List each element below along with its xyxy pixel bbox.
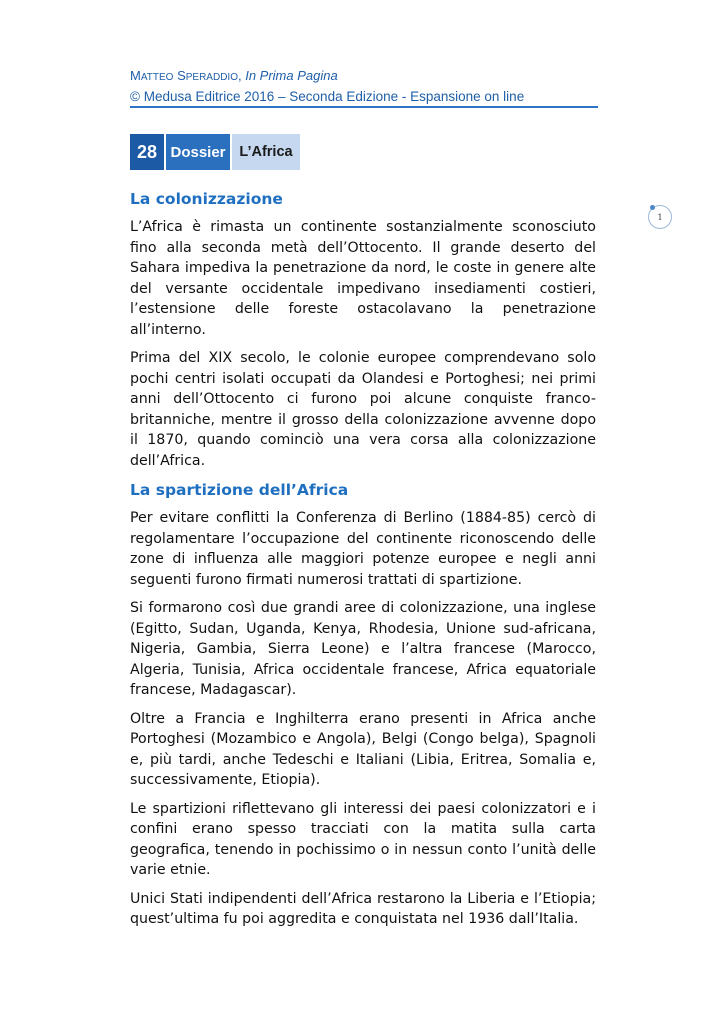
copyright-line: © Medusa Editrice 2016 – Seconda Edizione - Espansione on line bbox=[130, 89, 525, 104]
author-name: MATTEO SPERADDIO bbox=[130, 68, 238, 83]
badge-dot-icon bbox=[650, 205, 655, 210]
author-line: MATTEO SPERADDIO, In Prima Pagina bbox=[130, 68, 338, 83]
page-number-badge bbox=[648, 205, 672, 229]
book-title: In Prima Pagina bbox=[245, 68, 338, 83]
dossier-section-label: Dossier bbox=[166, 134, 230, 170]
dossier-tab bbox=[130, 134, 300, 170]
paragraph: Per evitare conflitti la Conferenza di Berlino (1884-85) cercò di regolamentare l’occupazione del continente riconoscendo delle zone di influenza alle maggiori potenze europee e negli anni seguenti furono firmati numerosi trattati di spartizione. bbox=[130, 510, 596, 588]
paragraph: Si formarono così due grandi aree di colonizzazione, una inglese (Egitto, Sudan, Uganda, Kenya, Rhodesia, Unione sud-africana, Nigeria, Gambia, Sierra Leone) e l’altra francese (Marocco, Algeria, Tunisia, Africa occidentale francese, Africa equatoriale francese, Madagascar). bbox=[130, 600, 596, 698]
article-body bbox=[130, 188, 596, 938]
paragraph: L’Africa è rimasta un continente sostanzialmente sconosciuto fino alla seconda metà dell’Ottocento. Il grande deserto del Sahara impediva la penetrazione da nord, le coste in genere alte del versante occidentale impedivano insediamenti costieri, l’estensione delle foreste ostacolavano la penetrazione all’interno. bbox=[130, 219, 596, 338]
paragraph: Oltre a Francia e Inghilterra erano presenti in Africa anche Portoghesi (Mozambico e Angola), Belgi (Congo belga), Spagnoli e, più tardi, anche Tedeschi e Italiani (Libia, Eritrea, Somalia e, successivamente, Etiopia). bbox=[130, 710, 596, 788]
paragraph: Le spartizioni riflettevano gli interessi dei paesi colonizzatori e i confini erano spesso tracciati con la matita sulla carta geografica, tenendo in pochissimo o in nessun conto l’unità delle varie etnie. bbox=[130, 800, 596, 878]
paragraph: Prima del XIX secolo, le colonie europee comprendevano solo pochi centri isolati occupati da Olandesi e Portoghesi; nei primi anni dell’Ottocento ci furono poi alcune conquiste franco-britanniche, mentre il grosso della colonizzazione avvenne dopo il 1870, quando cominciò una vera corsa alla colonizzazione dell’Africa. bbox=[130, 350, 596, 469]
dossier-number: 28 bbox=[130, 134, 164, 170]
paragraph: Unici Stati indipendenti dell’Africa restarono la Liberia e l’Etiopia; quest’ultima fu poi aggredita e conquistata nel 1936 dall’Italia. bbox=[130, 890, 596, 927]
page-header bbox=[130, 66, 598, 106]
section-heading: La spartizione dell’Africa bbox=[130, 481, 349, 499]
header-divider bbox=[130, 106, 598, 108]
page-number: 1 bbox=[657, 212, 663, 222]
section-heading: La colonizzazione bbox=[130, 190, 283, 208]
dossier-topic-label: L’Africa bbox=[232, 134, 300, 170]
